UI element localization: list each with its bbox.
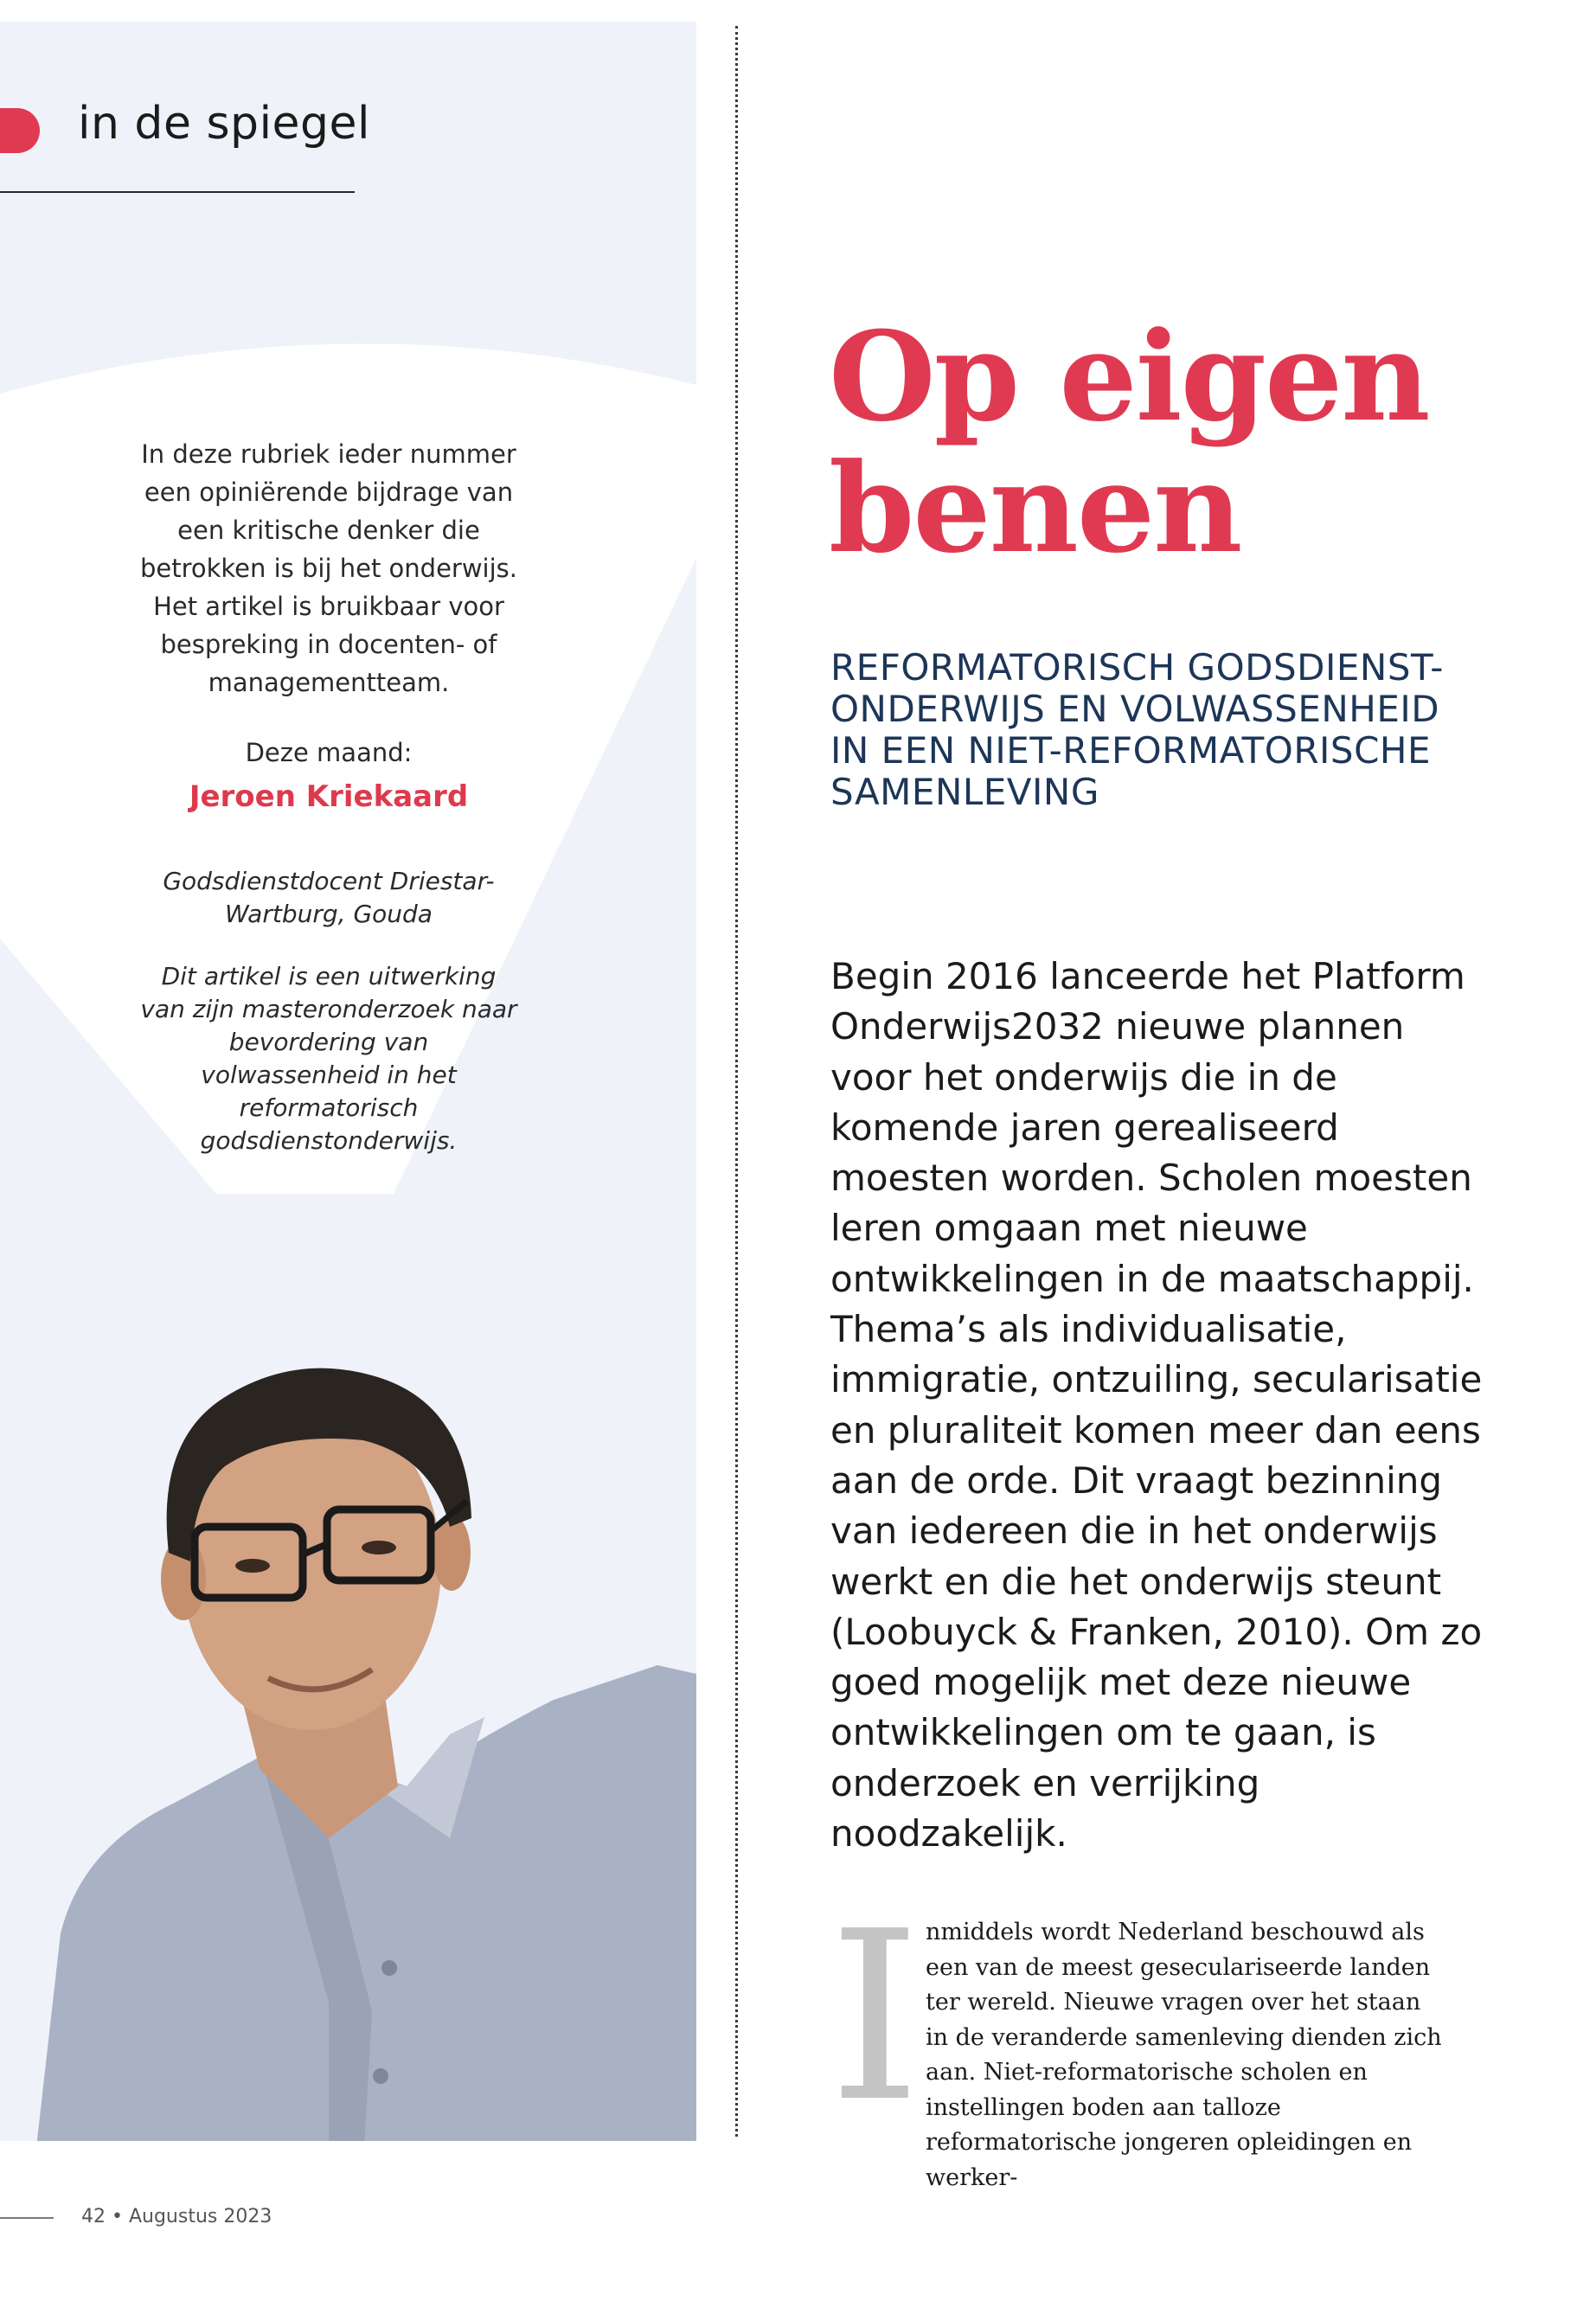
article-body <box>829 1881 1486 2191</box>
month-label: Deze maand: <box>245 738 413 767</box>
drop-cap: I <box>829 1881 921 2153</box>
article-lead: Begin 2016 lanceerde het Platform Onderwijs2032 nieuwe plannen voor het onderwijs die in de komende jaren gerealiseerd moesten worden. Scholen moesten leren omgaan met nieuwe ontwikkelingen in de maatschappij. Thema’s als individualisatie, immigratie, ontzuiling, secularisatie en pluraliteit komen meer dan eens aan de orde. Dit vraagt bezinning van iedereen die in het onderwijs werkt en die het onderwijs steunt (Loobuyck & Franken, 2010). Om zo goed mogelijk met deze nieuwe ontwikkelingen om te gaan, is onderzoek en verrijking noodzakelijk. <box>830 955 1483 1856</box>
rubric-title: in de spiegel <box>78 98 370 150</box>
article-subhead: REFORMATORISCH GODSDIENST-ONDERWIJS EN VOLWASSENHEID IN EEN NIET-REFORMATORISCHE SAMENLEVING <box>830 646 1444 813</box>
rubric-divider <box>0 191 355 193</box>
footer-rule <box>0 2217 54 2219</box>
page-footer: 42 • Augustus 2023 <box>81 2206 272 2227</box>
article-headline: Op eigen benen <box>829 305 1429 580</box>
article-body-text: nmiddels wordt Nederland beschouwd als een van de meest geseculariseerde landen ter wereld. Nieuwe vragen over het staan in de veranderde samenleving dienden zich aan. Niet-reformatorische scholen en instellingen boden aan talloze reformatorische jongeren opleidingen en werker- <box>926 1919 1442 2191</box>
author-note: Dit artikel is een uitwerking van zijn masteronderzoek naar bevordering van volwassenheid in het reformatorisch godsdienstonderwijs. <box>140 962 517 1155</box>
author-role: Godsdienstdocent Driestar-Wartburg, Gouda <box>163 867 495 928</box>
author-portrait <box>0 1181 696 2141</box>
author-name: Jeroen Kriekaard <box>189 779 469 814</box>
sidebar-panel <box>0 22 696 2141</box>
rubric-intro: In deze rubriek ieder nummer een opiniërende bijdrage van een kritische denker die betrokken is bij het onderwijs. Het artikel is bruikbaar voor bespreking in docenten- of managementteam. <box>139 439 518 697</box>
column-divider <box>735 26 738 2137</box>
